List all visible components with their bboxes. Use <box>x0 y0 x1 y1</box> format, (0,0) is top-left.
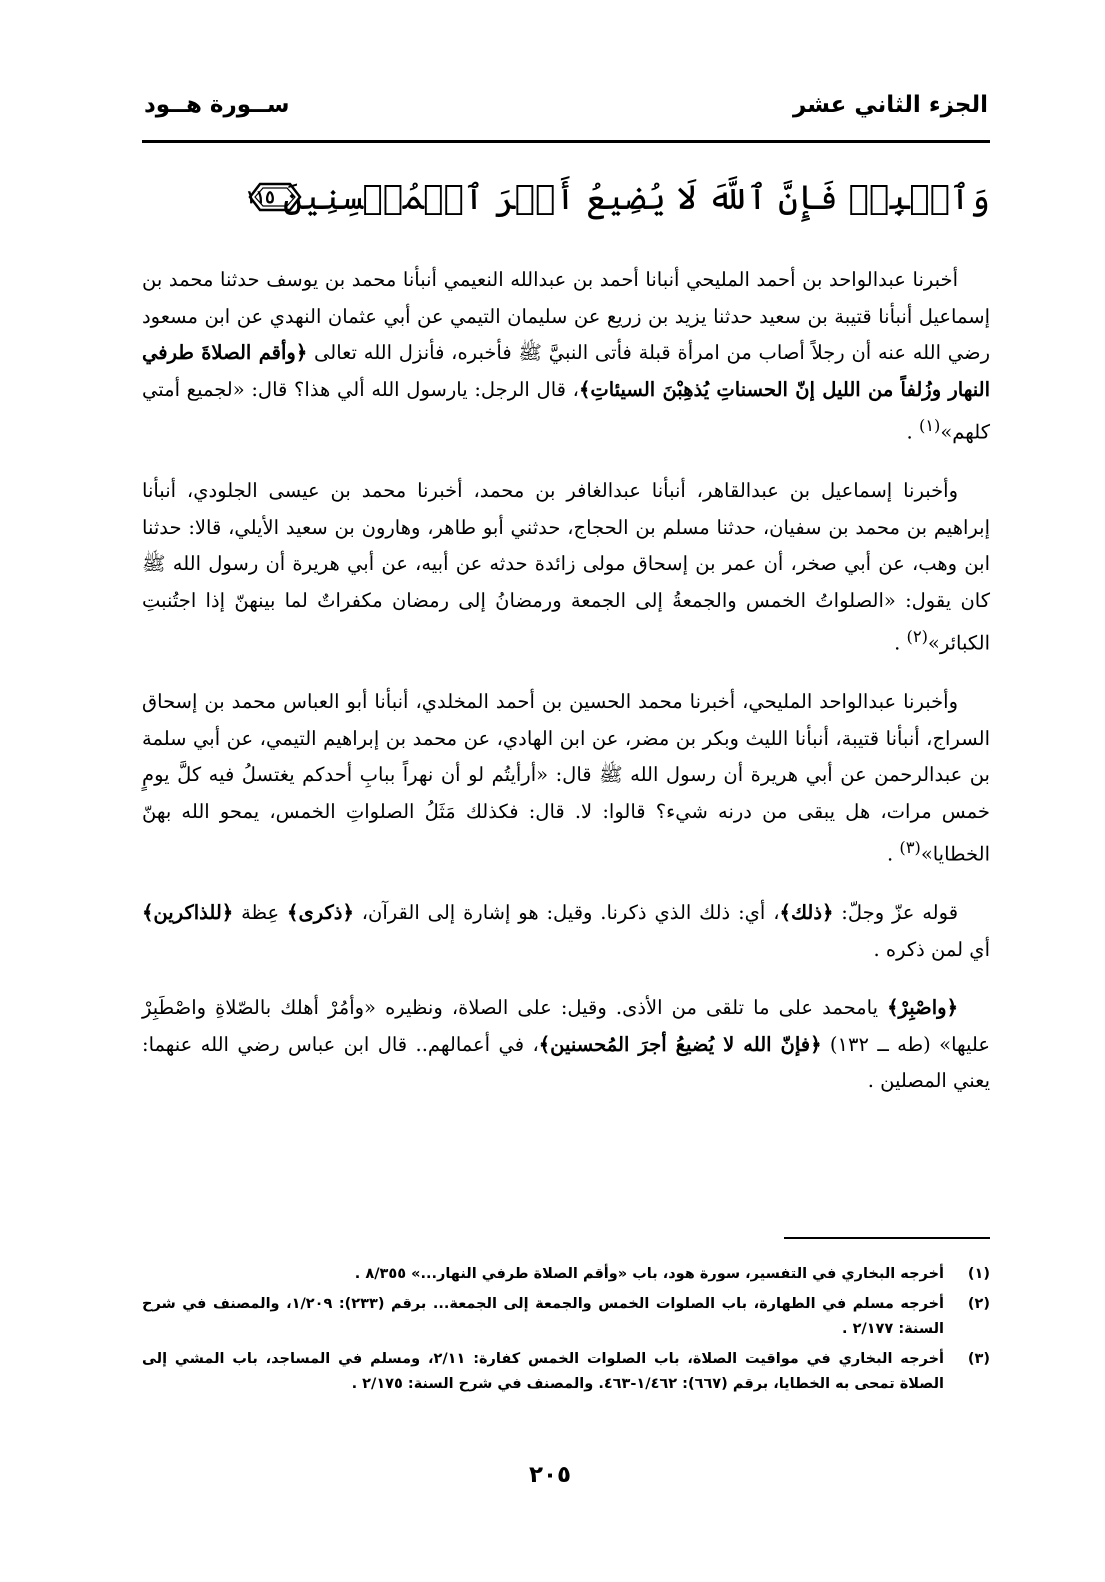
main-text <box>142 262 990 1122</box>
page-number: ٢٠٥ <box>528 1462 572 1488</box>
quran-quote: ﴿للذاكرين﴾ <box>142 901 234 924</box>
footnote-divider <box>784 1237 990 1239</box>
text-run: قوله عزّ وجلّ: <box>833 901 959 924</box>
text-run: أخبرنا عبدالواحد بن أحمد المليحي أنبانا أحمد بن عبدالله النعيمي أنبأنا محمد بن يوسف حدثنا محمد بن إسماعيل أنبأنا قتيبة بن سعيد حدثنا يزيد بن زريع عن سليمان التيمي عن أبي عثمان النهدي عن ابن مسعود رضي الله عنه أن رجلاً أصاب من امرأة قبلة فأتى النبيَّ ﷺ فأخبره، فأنزل الله تعالى <box>142 268 990 364</box>
footnotes <box>142 1262 990 1402</box>
quran-quote: ﴿ذكرى﴾ <box>287 901 354 924</box>
footnote-number: (٣) <box>967 1351 990 1367</box>
quran-quote: ﴿فإنّ الله لا يُضيعُ أجرَ المُحسنين﴾ <box>538 1032 822 1056</box>
paragraph-5 <box>142 990 990 1100</box>
paragraph-4 <box>142 895 990 968</box>
text-run: . <box>886 842 900 866</box>
footnote-3 <box>142 1347 990 1397</box>
text-run: أي لمن ذكره . <box>873 937 990 961</box>
text-run: ، قال الرجل: يارسول الله ألي هذا؟ قال: «لجميع أمتي كلهم» <box>142 377 990 444</box>
footnote-ref: (١) <box>918 416 941 435</box>
text-run: يامحمد على ما تلقى من الأذى. وقيل: على الصلاة، ونظيره «وأمُرْ أهلك بالصّلاةِ واصْطَبِرْ عليها» (طه ــ ١٣٢) <box>142 996 990 1056</box>
footnote-text: أخرجه البخاري في مواقيت الصلاة، باب الصلوات الخمس كفارة: ٢/١١، ومسلم في المساجد، باب المشي إلى الصلاة تمحى به الخطايا، برقم (٦٦٧): ١/٤٦٢-٤٦٣. والمصنف في شرح السنة: ٢/١٧٥ . <box>142 1351 944 1392</box>
quran-quote: ﴿ذلك﴾ <box>779 901 834 924</box>
footnote-ref: (٢) <box>906 627 928 646</box>
paragraph-3 <box>142 684 990 873</box>
text-run: وأخبرنا عبدالواحد المليحي، أخبرنا محمد الحسين بن أحمد المخلدي، أنبأنا أبو العباس محمد بن إسحاق السراج، أنبأنا قتيبة، أنبأنا الليث وبكر بن مضر، عن ابن الهادي، عن محمد بن إبراهيم التيمي، عن أبي سلمة بن عبدالرحمن عن أبي هريرة أن رسول الله ﷺ قال: «أرأيتُم لو أن نهراً ببابِ أحدكم يغتسلُ فيه كلَّ يومٍ خمس مرات، هل يبقى من درنه شيء؟ قالوا: لا. قال: فكذلك مَثَلُ الصلواتِ الخمس، يمحو الله بهنّ الخطايا» <box>142 690 990 866</box>
text-run: ، أي: ذلك الذي ذكرنا. وقيل: هو إشارة إلى القرآن، <box>353 901 780 924</box>
footnote-ref: (٣) <box>899 838 921 857</box>
footnote-1 <box>142 1262 990 1287</box>
paragraph-2 <box>142 473 990 662</box>
part-title: الجزء الثاني عشر <box>792 92 988 118</box>
running-header <box>144 92 988 132</box>
quran-quote: ﴿وأقم الصلاةَ طرفي النهار وزُلفاً من الليل إنّ الحسناتِ يُذهِبْنَ السيئاتِ﴾ <box>142 341 990 401</box>
footnote-number: (١) <box>967 1266 990 1282</box>
text-run: . <box>906 420 919 444</box>
text-run: . <box>894 631 907 655</box>
verse-number: ١١٥ <box>245 186 275 208</box>
surah-title: ســورة هــود <box>144 92 290 118</box>
paragraph-1 <box>142 262 990 451</box>
header-divider <box>142 140 990 143</box>
text-run: ، في أعمالهم.. قال ابن عباس رضي الله عنهما: يعني المصلين . <box>142 1032 990 1092</box>
text-run: وأخبرنا إسماعيل بن عبدالقاهر، أنبأنا عبدالغافر بن محمد، أخبرنا محمد بن عيسى الجلودي، أنبأنا إبراهيم بن محمد بن سفيان، حدثنا مسلم بن الحجاج، حدثني أبو طاهر، وهارون بن سعيد الأيلي، قالا: حدثنا ابن وهب، عن أبي صخر، أن عمر بن إسحاق مولى زائدة حدثه عن أبيه، عن أبي هريرة أن رسول الله ﷺ كان يقول: «الصلواتُ الخمس والجمعةُ إلى الجمعة ورمضانُ إلى رمضان مكفراتٌ لما بينهنّ إذا اجتُنبتِ الكبائر» <box>142 479 990 655</box>
footnote-text: أخرجه البخاري في التفسير، سورة هود، باب «وأقم الصلاة طرفي النهار...» ٨/٣٥٥ . <box>354 1266 944 1282</box>
footnote-2 <box>142 1292 990 1342</box>
quran-quote: ﴿واصْبِرْ﴾ <box>887 996 958 1019</box>
verse-text: وَٱصۡبِرۡ فَإِنَّ ٱللَّهَ لَا يُضِيعُ أَجۡرَ ٱلۡمُحۡسِنِينَ <box>282 177 990 218</box>
verse-number-marker <box>246 180 275 214</box>
quran-verse <box>245 164 990 230</box>
footnote-text: أخرجه مسلم في الطهارة، باب الصلوات الخمس والجمعة إلى الجمعة... برقم (٢٣٣): ١/٢٠٩، والمصنف في شرح السنة: ٢/١٧٧ . <box>142 1296 945 1337</box>
text-run: عِظة <box>233 901 288 924</box>
footnote-number: (٢) <box>967 1296 990 1312</box>
